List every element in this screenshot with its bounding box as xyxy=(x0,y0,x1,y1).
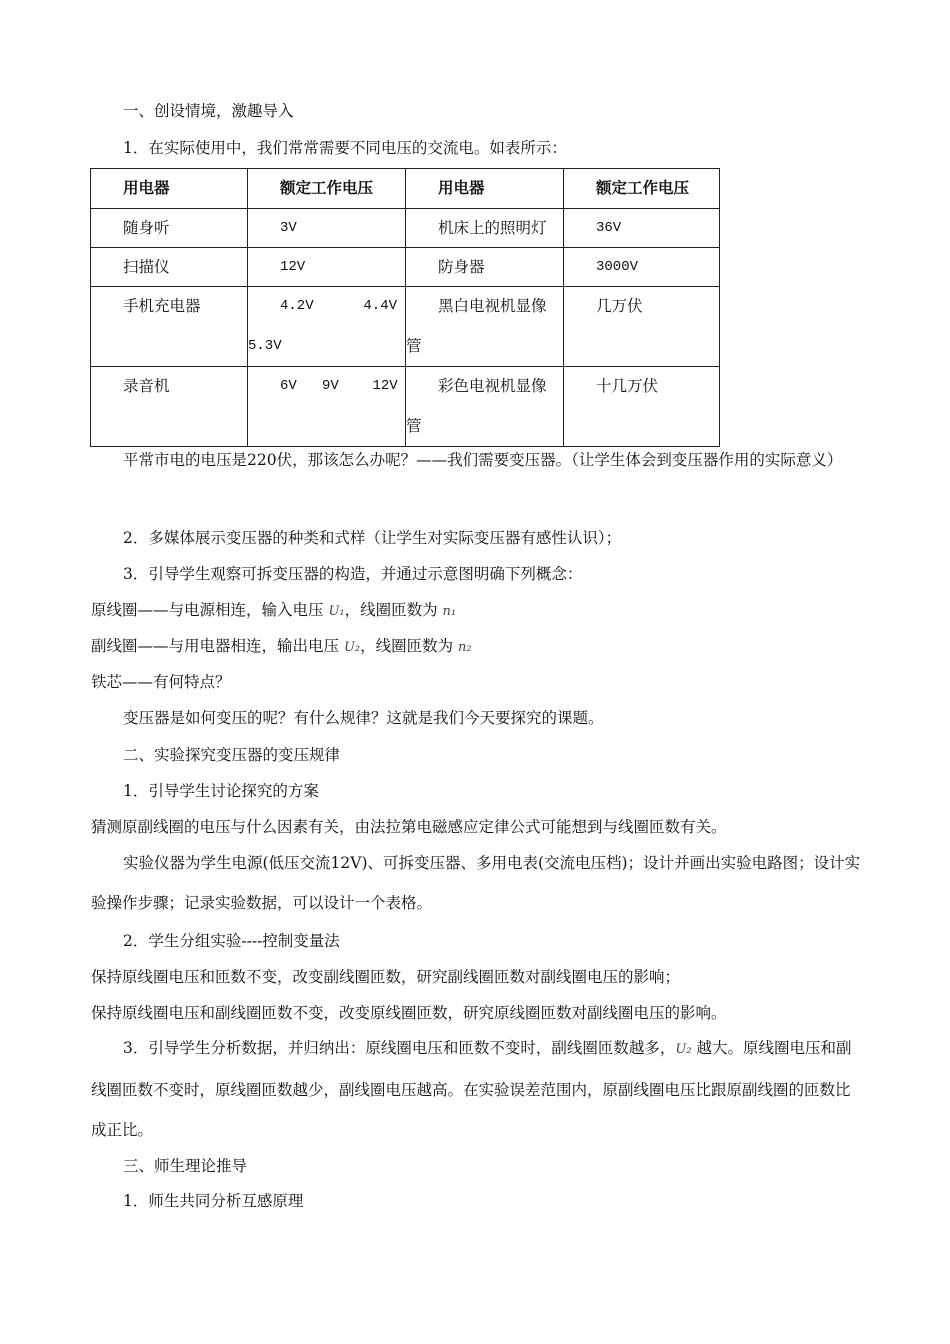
table-row xyxy=(91,248,720,287)
paragraph-mutual-induction: 1．师生共同分析互感原理 xyxy=(123,1192,304,1210)
voltage-table xyxy=(90,168,720,447)
paragraph-step-1: 1．引导学生讨论探究的方案 xyxy=(123,782,319,800)
paragraph-step-2: 2．学生分组实验----控制变量法 xyxy=(123,932,340,950)
paragraph-observe: 3．引导学生观察可拆变压器的构造，并通过示意图明确下列概念： xyxy=(123,565,583,583)
secondary-coil-line: 副线圈——与用电器相连，输出电压 U₂，线圈匝数为 n₂ xyxy=(91,637,472,655)
paragraph-hypothesis: 猜测原副线圈的电压与什么因素有关，由法拉第电磁感应定律公式可能想到与线圈匝数有关。 xyxy=(91,818,727,836)
table-cell: 机床上的照明灯 xyxy=(406,209,564,248)
paragraph-question: 变压器是如何变压的呢？有什么规律？这就是我们今天要探究的课题。 xyxy=(123,709,604,727)
table-cell: 防身器 xyxy=(406,248,564,287)
table-cell: 手机充电器 xyxy=(91,287,248,367)
table-cell: 6V 9V 12V xyxy=(248,367,406,447)
table-cell: 彩色电视机显像 管 xyxy=(406,367,564,447)
paragraph-intro: 1．在实际使用中，我们常常需要不同电压的交流电。如表所示： xyxy=(123,139,567,157)
paragraph-apparatus: 实验仪器为学生电源(低压交流12V)、可拆变压器、多用电表(交流电压档)；设计并画出实验电路图；设计实验操作步骤；记录实验数据，可以设计一个表格。 xyxy=(91,854,861,912)
section-heading-2: 二、实验探究变压器的变压规律 xyxy=(123,746,341,764)
table-header-cell: 用电器 xyxy=(406,169,564,209)
table-cell: 录音机 xyxy=(91,367,248,447)
paragraph-variable-a: 保持原线圈电压和匝数不变，改变副线圈匝数，研究副线圈匝数对副线圈电压的影响； xyxy=(91,968,681,986)
table-cell: 十几万伏 xyxy=(564,367,720,447)
table-cell: 12V xyxy=(248,248,406,287)
table-cell: 黑白电视机显像 管 xyxy=(406,287,564,367)
primary-coil-line: 原线圈——与电源相连，输入电压 U₁，线圈匝数为 n₁ xyxy=(91,601,457,619)
section-heading-1: 一、创设情境，激趣导入 xyxy=(123,102,294,120)
core-line: 铁芯——有何特点？ xyxy=(91,673,231,691)
paragraph-mains-voltage: 平常市电的电压是220伏，那该怎么办呢？——我们需要变压器。（让学生体会到变压器作用的实际意义） xyxy=(123,451,843,469)
table-cell: 3V xyxy=(248,209,406,248)
section-heading-3: 三、师生理论推导 xyxy=(123,1157,248,1175)
paragraph-conclusion: 3．引导学生分析数据，并归纳出：原线圈电压和匝数不变时，副线圈匝数越多，U₂ 越大。原线圈电压和副线圈匝数不变时，原线圈匝数越少，副线圈电压越高。在实验误差范围内，原副线圈电压比跟原副线圈的匝数比成正比。 xyxy=(91,1039,852,1139)
table-header-row xyxy=(91,169,720,209)
table-cell: 36V xyxy=(564,209,720,248)
table-header-cell: 额定工作电压 xyxy=(564,169,720,209)
table-cell: 随身听 xyxy=(91,209,248,248)
table-header-cell: 用电器 xyxy=(91,169,248,209)
paragraph-multimedia: 2．多媒体展示变压器的种类和式样（让学生对实际变压器有感性认识）； xyxy=(123,529,622,547)
table-row xyxy=(91,209,720,248)
table-row xyxy=(91,287,720,367)
table-cell: 4.2V 4.4V 5.3V xyxy=(248,287,406,367)
paragraph-variable-b: 保持原线圈电压和副线圈匝数不变，改变原线圈匝数，研究原线圈匝数对副线圈电压的影响。 xyxy=(91,1004,727,1022)
table-row xyxy=(91,367,720,447)
table-cell: 几万伏 xyxy=(564,287,720,367)
table-header-cell: 额定工作电压 xyxy=(248,169,406,209)
table-cell: 扫描仪 xyxy=(91,248,248,287)
table-cell: 3000V xyxy=(564,248,720,287)
